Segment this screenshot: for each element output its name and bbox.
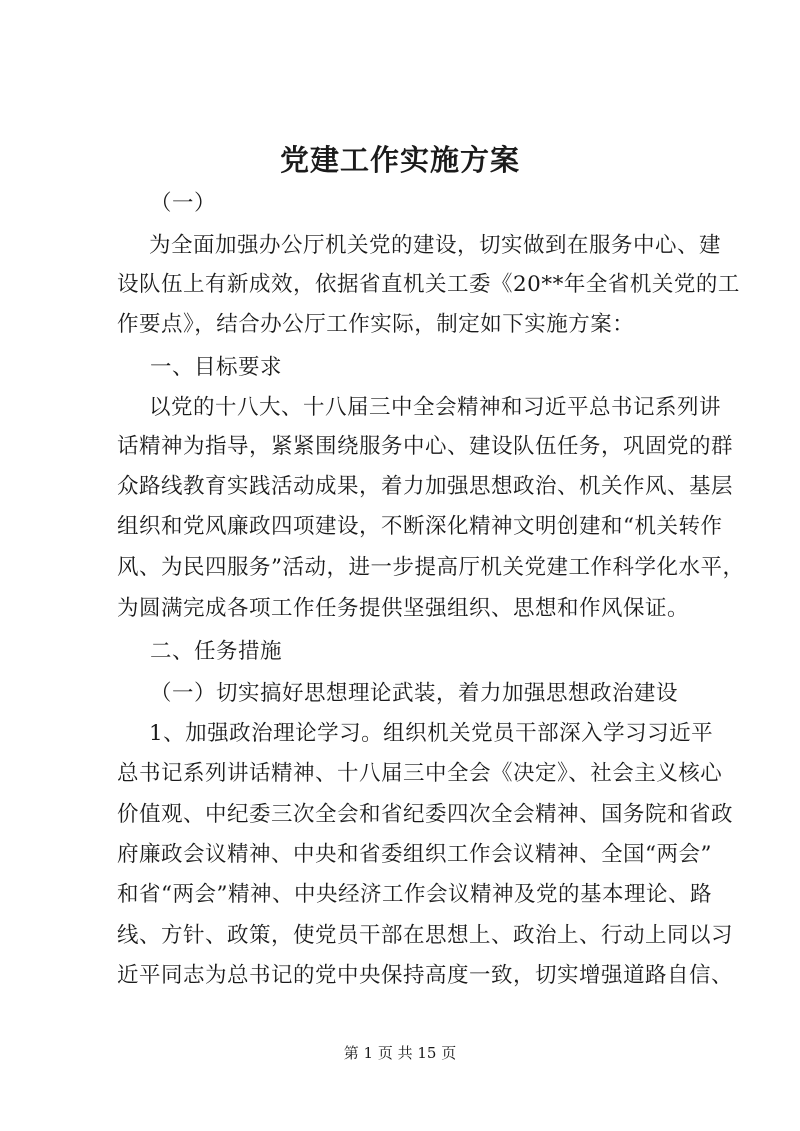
subsection-heading: （一）切实搞好思想理论武装，着力加强思想政治建设 [150, 681, 679, 706]
paragraph-line: 设队伍上有新成效，依据省直机关工委《20**年全省机关党的工 [117, 272, 740, 297]
paragraph-line: 以党的十八大、十八届三中全会精神和习近平总书记系列讲 [149, 395, 722, 420]
page-title: 党建工作实施方案 [279, 143, 520, 177]
paragraph-line: 作要点》，结合办公厅工作实际，制定如下实施方案： [117, 312, 635, 337]
paragraph-line: 总书记系列讲话精神、十八届三中全会《决定》、社会主义核心 [117, 761, 723, 786]
paragraph-line: 1、加强政治理论学习。组织机关党员干部深入学习习近平 [149, 721, 714, 746]
paragraph-line: 为全面加强办公厅机关党的建设，切实做到在服务中心、建 [149, 233, 722, 258]
section-heading: 二、任务措施 [150, 639, 283, 664]
section-heading: 一、目标要求 [150, 355, 283, 380]
paragraph-line: 风、为民四服务”活动，进一步提高厅机关党建工作科学化水平， [117, 555, 745, 580]
paragraph-line: 府廉政会议精神、中央和省委组织工作会议精神、全国“两会” [117, 842, 712, 867]
paragraph-line: 价值观、中纪委三次全会和省纪委四次全会精神、国务院和省政 [117, 802, 734, 827]
section-marker: （一） [150, 191, 217, 216]
paragraph-line: 近平同志为总书记的党中央保持高度一致，切实增强道路自信、 [117, 963, 734, 988]
paragraph-line: 和省“两会”精神、中央经济工作会议精神及党的基本理论、路 [117, 882, 712, 907]
paragraph-line: 众路线教育实践活动成果，着力加强思想政治、机关作风、基层 [117, 474, 734, 499]
paragraph-line: 为圆满完成各项工作任务提供坚强组织、思想和作风保证。 [117, 596, 690, 621]
paragraph-line: 线、方针、政策，使党员干部在思想上、政治上、行动上同以习 [117, 923, 734, 948]
paragraph-line: 话精神为指导，紧紧围绕服务中心、建设队伍任务，巩固党的群 [117, 434, 734, 459]
page-number-footer: 第 1 页 共 15 页 [343, 1044, 457, 1062]
paragraph-line: 组织和党风廉政四项建设，不断深化精神文明创建和“机关转作 [117, 514, 723, 539]
